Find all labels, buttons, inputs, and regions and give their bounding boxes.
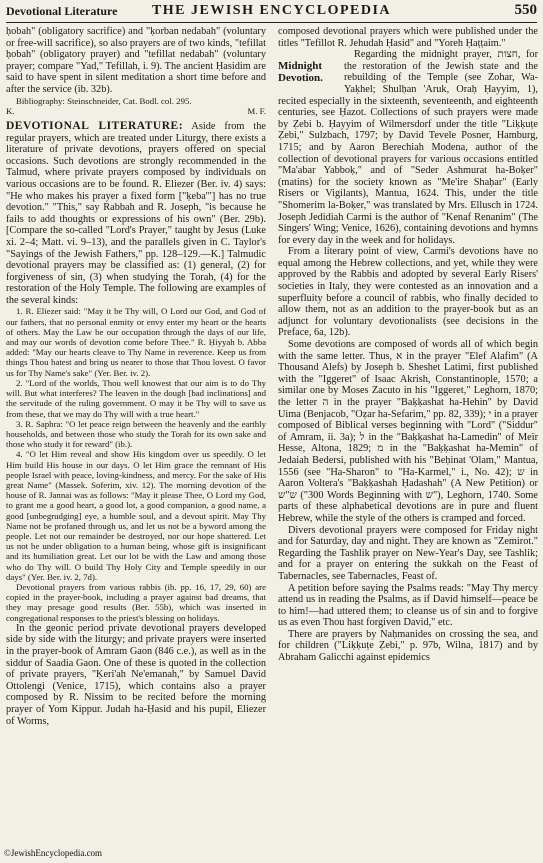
right-paragraph-2: Regarding the midnight prayer, חצות, for the restoration of the Jewish state and the rebuilding of the Temple (see Zohar, Wa-Yaḳhel; Shulḥan 'Aruk, Oraḥ Ḥayyim, 1), recited especially in the sixteenth, seventeenth, and eighteenth centuries, see Ḥazot. Collections of such prayers were made by Ẓebi b. Ḥayyim of Wilmersdorf under the title "Liḳḳuṭe Ẓebi," Sulzbach, 1797; by David Tevele Posner, Hamburg, 1715; and by Aaron Berechiah Modena, author of the collection of devotional prayers for various occasions entitled "Ma'abar Yabboḳ," and of "Seder Ashmurat ha-Boḳer" (matins) for the society known as "Me'ire Shaḥar" (Early Risers or Vigilants), Mantua, 1624. This, under the title "Shomerim la-Boḳer," was translated by Mrs. Ellusch in 1724. Joseph Jedidiah Carmi is the author of "Kenaf Renanim" (The Singers' Wing; Venice, 1626), containing devotions and hymns for every day in the week and for holidays. [278, 49, 538, 246]
example-5: Devotional prayers from various rabbis (ib. pp. 16, 17, 29, 60) are copied in the prayer-book, including a prayer against bad dreams, that they may presage good results (Ber. 55b), which was inserted in congregational responses to the priest's blessing on holidays. [6, 581, 266, 623]
left-column [6, 26, 266, 844]
article-heading: DEVOTIONAL LITERATURE: [6, 119, 184, 132]
right-paragraph-6: A petition before saying the Psalms reads: "May Thy mercy attend us in reading the Psalms, as if David himself—peace be to him!—had uttered them; to cleanse us of sin and to forgive us as even Thou hast forgiven David," etc. [278, 582, 538, 629]
article-intro [6, 121, 266, 307]
right-column [278, 26, 538, 844]
signature-left: K. [6, 105, 15, 116]
header-section-title: Devotional Literature [6, 4, 118, 18]
example-4: 4. "O let Him reveal and show His kingdom over us speedily. O let Him build His house in our days. O let Him grace the remnant of His people Israel with peace, loving-kindness, and mercy. For the sake of His great Name" (Massek. Soferim, xiv. 12). The morning devotion of the house of R. Jannai was as follows: "May it please Thee, O Lord my God, to grant me a good heart, a good lot, a good companion, a good name, a good [unbegrudging] eye, a humble soul, and a devout spirit. May Thy Name not be profaned through us, and let us not be a byword among the people. Let not our remainder be destroyed, nor our hope shattered. Let us not be under obligation to a human being, whose gift is insignificant and its humiliation great. Let our lot be with the Law and among those who do Thy will. O build Thy Holy City and Temple speedily in our days" (Yer. Ber. iv. 2, 7d). [6, 449, 266, 582]
side-heading-midnight-devotion: Midnight Devotion. [278, 60, 323, 85]
example-2: 2. "Lord of the worlds, Thou well knowest that our aim is to do Thy will. But what interferes? The leaven in the dough [bad inclinations] and the servitude of the ruling government. O may it be Thy will to save us from these, that we may do Thy will with a true heart." [6, 377, 266, 419]
running-header [6, 2, 537, 23]
header-publication-title: THE JEWISH ENCYCLOPEDIA [151, 3, 392, 18]
right-paragraph-5: Divers devotional prayers were composed for Friday night and for Saturday, day and night. They are known as "Zemirot." Regarding the Tashlik prayer on New-Year's Day, see Tashlik; and for a prayer on entering the sukkah on the Feast of Tabernacles, see Tabernacles, Feast of. [278, 524, 538, 582]
continued-paragraph: ḥobah" (obligatory sacrifice) and "ḳorban nedabah" (voluntary or free-will sacrifice), so also prayers are of two kinds, "tefillat ḥobah" (obligatory prayer) and "tefillat nedabah" (voluntary prayer; compare "Yad," Tefillah, i. 9). The ancient Ḥasidim are said to have spent in silent meditation a short time before and after the service (ib. 32b). [6, 26, 266, 95]
bibliography: Bibliography: Steinschneider, Cat. Bodl. col. 295. [16, 95, 192, 106]
article-body-1: Aside from the regular prayers, which are treated under Liturgy, there exists a literature of private devotions, prayers offered on special occasions. Such devotions are strongly recommended in the Talmud, where private prayers composed by individuals on various occasions are to be found. R. Eliezer (Ber. iv. 4) says: "He who makes his prayer a fixed form ["ḳeba'"] has no true devotion." "This," say Rabbah and R. Joseph, "is because he fails to add thoughts or expressions of his own" (Ber. 29b). [Compare the so-called "Lord's Prayer," taught by Jesus (Luke xi. 2–4; Matt. vi. 9–13), and the parallels given in C. Taylor's "Sayings of the Jewish Fathers," pp. 128–129.—K.] Talmudic devotional prayers may be classified as: (1) general, (2) for forgiveness of sin, (3) when studying the Torah, (4) for the restoration of the Holy Temple. The following are examples of the several kinds: [6, 120, 266, 306]
author-signature [6, 106, 266, 116]
header-page-number: 550 [514, 2, 537, 18]
right-paragraph-3: From a literary point of view, Carmi's devotions have no equal among the Hebrew collections, and yet, while they were approved by the Rabbis and adopted by several Early Risers' societies in Italy, they were contested as an innovation and a superfluity before a council of rabbis, who finally decided to allow them, not as an addition to the prayer-book but as an adjunct for voluntary devotionalists (see decisions in the Preface, 6a, 12b). [278, 246, 538, 339]
copyright-footer-link[interactable]: ©JewishEncyclopedia.com [4, 848, 103, 858]
right-paragraph-1: composed devotional prayers which were published under the titles "Tefillot R. Jehudah Ḥasid" and "Yoreh Ḥaṭṭaim." [278, 26, 538, 49]
article-body-2: In the geonic period private devotional prayers developed side by side with the liturgy; and private prayers were inserted in the prayer-book of Amram Gaon (846 c.e.), as well as in the siddur of Saadia Gaon. One of these is quoted in the collection of private prayers, "Ḳeri'ah Ne'emanah," by Samuel David Ottolengi (Venice, 1715), which contains also a prayer composed by R. Nissim to be recited before the morning prayer of Yom Kippur. Judah ha-Ḥasid and his pupil, Eliezer of Worms, [6, 622, 266, 727]
example-3: 3. R. Saphra: "O let peace reign between the heavenly and the earthly households, and between those who study the Torah for its own sake and those who study it for reward" (ib.). [6, 418, 266, 450]
right-paragraph-7: There are prayers by Naḥmanides on crossing the sea, and for children ("Liḳḳuṭe Ẓebi," p. 97b, Wilna, 1817) and by Abraham Galicchi against epidemics [278, 628, 538, 664]
signature-right: M. F. [247, 105, 266, 116]
right-paragraph-4: Some devotions are composed of words all of which begin with the same letter. Thus, א in the prayer "Elef Alafim" (A Thousand Alefs) by Joseph b. Sheshet Latimi, first published with the "Iggeret" of Isaac Akrish, Constantinople, 1570; a similar one by Moses Zacuto in his "Iggeret," Leghorn, 1870; the letter ה in the prayer "Baḳḳashat ha-Hehin" by David Uima (Benjacob, "Oẓar ha-Sefarim," pp. 82, 339); י in a prayer composed of Biblical verses beginning with "Lord" ("Siddur" of Amram, ii. 3a); ל in the "Baḳḳashat ha-Lamedin" of Meïr Hesse, Altona, 1829; מ in the "Baḳḳashat ha-Memin" of Jedaiah Bedersi, published with his "Beḥinat 'Olam," Mantua, 1556 (see "Ha-Sharon" to "Ha-Karmel," i., No. 42); ש in Aaron Voltera's "Baḳḳashah Ḥadashah" (A New Petition) or ש"ש ("300 Words Beginning with ש"), Leghorn, 1740. Some parts of these alphabetical devotions are in pure and fluent Hebrew, while the style of the others is cramped and forced. [278, 339, 538, 524]
example-1: 1. R. Eliezer said: "May it be Thy will, O Lord our God, and God of our fathers, that no personal enmity or envy enter my heart or the hearts of others. May the Law be our occupation through the days of our life, and may our words of devotion come before Thee." R. Ḥiyyah b. Abba added: "May our hearts cleave to Thy Name in reverence. Keep us from things Thou hatest and bring us nearer to those that Thou lovest. O favor us for Thy Name's sake" (Yer. Ber. iv. 2). [6, 306, 266, 378]
